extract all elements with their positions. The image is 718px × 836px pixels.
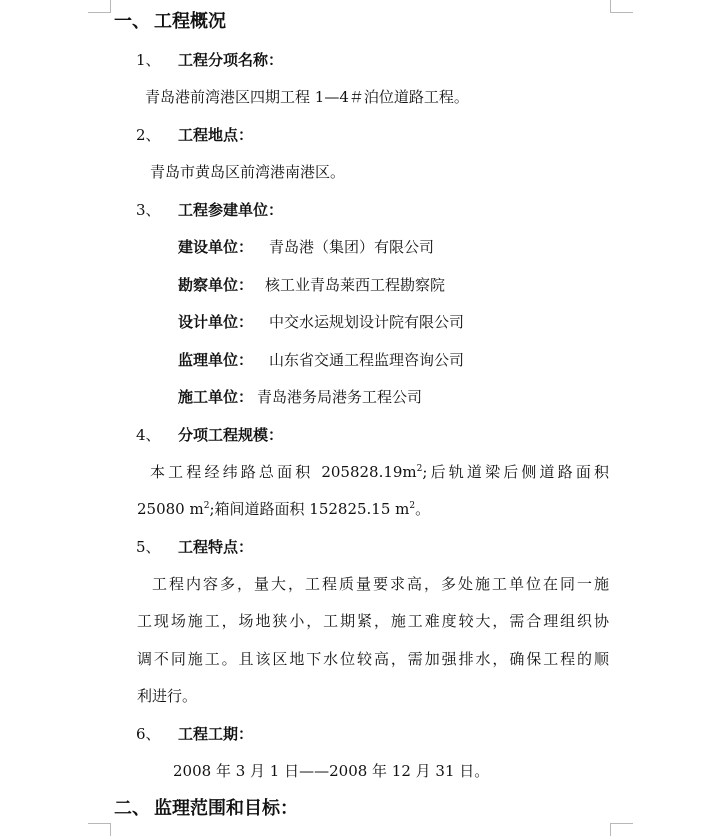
item-number: 2、 — [136, 126, 161, 144]
feature-line-3 — [137, 649, 609, 669]
item-number: 6、 — [136, 725, 161, 743]
feature-text: 调不同施工。且该区地下水位较高，需加强排水，确保工程的顺 — [137, 650, 609, 668]
feature-line-4: 利进行。 — [137, 687, 198, 705]
section-heading-1 — [114, 12, 226, 32]
item-number: 5、 — [136, 538, 161, 556]
item-number: 4、 — [136, 426, 161, 444]
item-heading-6 — [136, 724, 253, 744]
section-title: 监理范围和目标： — [154, 798, 298, 819]
unit-row-contractor — [178, 387, 422, 407]
corner-mark-top-left — [88, 0, 111, 13]
section-title: 工程概况 — [154, 11, 226, 32]
item-title: 工程特点： — [178, 538, 254, 556]
item-title: 分项工程规模： — [178, 426, 284, 444]
unit-row-construction — [178, 237, 434, 257]
item-content-2: 青岛市黄岛区前湾港南港区。 — [150, 163, 346, 181]
scale-rail-area-label: ;后轨道梁后侧道路面积 — [422, 463, 609, 481]
scale-paragraph-line-1 — [150, 462, 609, 482]
item-heading-1 — [136, 50, 283, 70]
unit-value: 中交水运规划设计院有限公司 — [269, 313, 465, 331]
corner-mark-top-right — [610, 0, 633, 13]
section-number: 二、 — [114, 798, 150, 819]
scale-period: 。 — [415, 500, 431, 518]
item-heading-4 — [136, 425, 283, 445]
item-title: 工程工期： — [178, 725, 254, 743]
item-content-6: 2008 年 3 月 1 日——2008 年 12 月 31 日。 — [173, 762, 490, 780]
unit-row-design — [178, 312, 464, 332]
feature-text: 工程内容多，量大，工程质量要求高，多处施工单位在同一施 — [152, 575, 609, 593]
item-content-1: 青岛港前湾港区四期工程 1—4＃泊位道路工程。 — [145, 88, 469, 106]
unit-row-supervision — [178, 350, 464, 370]
item-title: 工程地点： — [178, 126, 254, 144]
feature-line-1 — [152, 574, 609, 594]
unit-label: 建设单位： — [178, 238, 254, 256]
section-number: 一、 — [114, 11, 150, 32]
unit-value: 山东省交通工程监理咨询公司 — [269, 351, 465, 369]
unit-value: 青岛港务局港务工程公司 — [257, 388, 423, 406]
unit-label: 监理单位： — [178, 351, 254, 369]
item-title: 工程分项名称： — [178, 51, 284, 69]
unit-value: 核工业青岛莱西工程勘察院 — [265, 276, 446, 294]
item-heading-3 — [136, 200, 283, 220]
item-number: 1、 — [136, 51, 161, 69]
corner-mark-bottom-left — [88, 823, 111, 836]
unit-label: 设计单位： — [178, 313, 254, 331]
scale-total-area: 本工程经纬路总面积 205828.19m — [150, 463, 417, 481]
section-heading-2 — [114, 799, 298, 819]
unit-label: 施工单位： — [178, 388, 254, 406]
item-title: 工程参建单位： — [178, 201, 284, 219]
superscript-2: 2 — [203, 501, 210, 511]
superscript-2: 2 — [416, 464, 423, 474]
superscript-2: 2 — [409, 501, 416, 511]
scale-rail-area: 25080 m — [137, 500, 204, 518]
feature-text: 工现场施工，场地狭小，工期紧，施工难度较大，需合理组织协 — [137, 612, 609, 630]
unit-row-survey — [178, 275, 445, 295]
unit-value: 青岛港（集团）有限公司 — [269, 238, 435, 256]
scale-box-area: ;箱间道路面积 152825.15 m — [209, 500, 410, 518]
item-heading-2 — [136, 125, 253, 145]
scale-paragraph-line-2 — [137, 499, 430, 519]
unit-label: 勘察单位： — [178, 276, 254, 294]
corner-mark-bottom-right — [610, 823, 633, 836]
feature-line-2 — [137, 611, 609, 631]
item-number: 3、 — [136, 201, 161, 219]
item-heading-5 — [136, 537, 253, 557]
